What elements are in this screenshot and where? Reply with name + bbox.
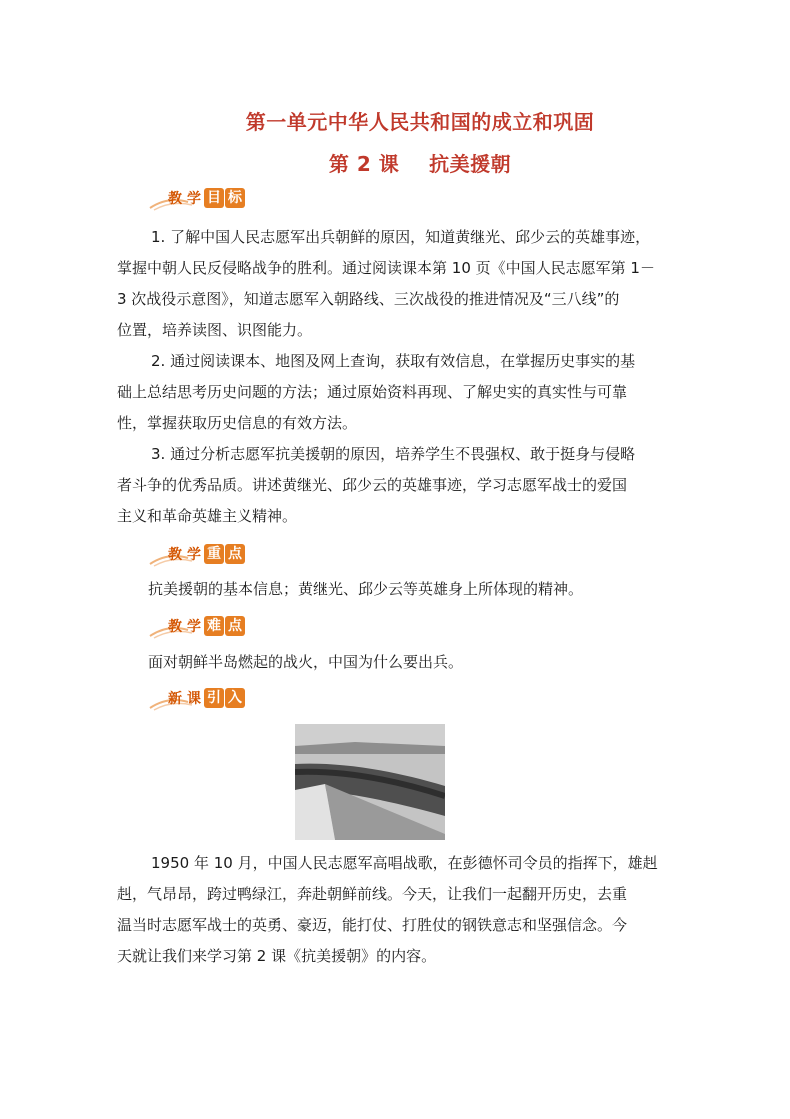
text-line: 2. 通过阅读课本、地图及网上查询，获取有效信息，在掌握历史事实的基 — [151, 352, 636, 370]
text-line: 位置，培养读图、识图能力。 — [117, 321, 313, 339]
label-char: 教 — [168, 191, 182, 207]
label-char: 教 — [168, 619, 182, 635]
text-line: 温当时志愿军战士的英勇、豪迈，能打仗、打胜仗的钢铁意志和坚强信念。今 — [117, 916, 628, 934]
lesson-title: 第 2 课 抗美援朝 — [328, 152, 512, 176]
text-line: 主义和革命英雄主义精神。 — [117, 507, 298, 525]
text-line: 掌握中朝人民反侵略战争的胜利。通过阅读课本第 10 页《中国人民志愿军第 1－ — [117, 259, 655, 277]
label-char-boxed: 标 — [225, 188, 245, 208]
section-label-objectives — [148, 186, 258, 212]
label-char-boxed: 目 — [204, 188, 224, 208]
key-points-text — [148, 574, 676, 605]
text-line: 3 次战役示意图》，知道志愿军入朝路线、三次战役的推进情况及“三八线”的 — [117, 290, 620, 308]
label-char-boxed: 难 — [204, 616, 224, 636]
label-char-boxed: 重 — [204, 544, 224, 564]
text-line: 天就让我们来学习第 2 课《抗美援朝》的内容。 — [117, 947, 437, 965]
section-label-difficulties — [148, 614, 258, 640]
label-char: 学 — [187, 547, 201, 563]
text-line: 者斗争的优秀品质。讲述黄继光、邱少云的英雄事迹，学习志愿军战士的爱国 — [117, 476, 628, 494]
objective-1 — [117, 222, 676, 346]
volunteer-army-crossing-photo — [295, 724, 445, 840]
objective-2 — [117, 346, 676, 439]
label-char: 学 — [187, 619, 201, 635]
label-char: 新 — [168, 691, 182, 707]
label-char-boxed: 引 — [204, 688, 224, 708]
text-line: 赳，气昂昂，跨过鸭绿江，奔赴朝鲜前线。今天，让我们一起翻开历史，去重 — [117, 885, 628, 903]
text-line: 抗美援朝的基本信息；黄继光、邱少云等英雄身上所体现的精神。 — [148, 580, 584, 598]
objective-3 — [117, 439, 676, 532]
text-line: 1950 年 10 月，中国人民志愿军高唱战歌，在彭德怀司令员的指挥下，雄赳 — [151, 854, 658, 872]
intro-text — [117, 848, 676, 972]
difficulties-text — [148, 647, 676, 678]
label-char-boxed: 点 — [225, 544, 245, 564]
section-label-key-points — [148, 542, 258, 568]
text-line: 3. 通过分析志愿军抗美援朝的原因，培养学生不畏强权、敢于挺身与侵略 — [151, 445, 636, 463]
unit-title: 第一单元中华人民共和国的成立和巩固 — [245, 110, 595, 134]
label-char: 课 — [187, 691, 201, 707]
label-char: 教 — [168, 547, 182, 563]
section-label-intro — [148, 686, 258, 712]
text-line: 1. 了解中国人民志愿军出兵朝鲜的原因，知道黄继光、邱少云的英雄事迹， — [151, 228, 651, 246]
text-line: 础上总结思考历史问题的方法；通过原始资料再现、了解史实的真实性与可靠 — [117, 383, 628, 401]
label-char: 学 — [187, 191, 201, 207]
text-line: 面对朝鲜半岛燃起的战火，中国为什么要出兵。 — [148, 653, 464, 671]
text-line: 性，掌握获取历史信息的有效方法。 — [117, 414, 358, 432]
label-char-boxed: 点 — [225, 616, 245, 636]
label-char-boxed: 入 — [225, 688, 245, 708]
